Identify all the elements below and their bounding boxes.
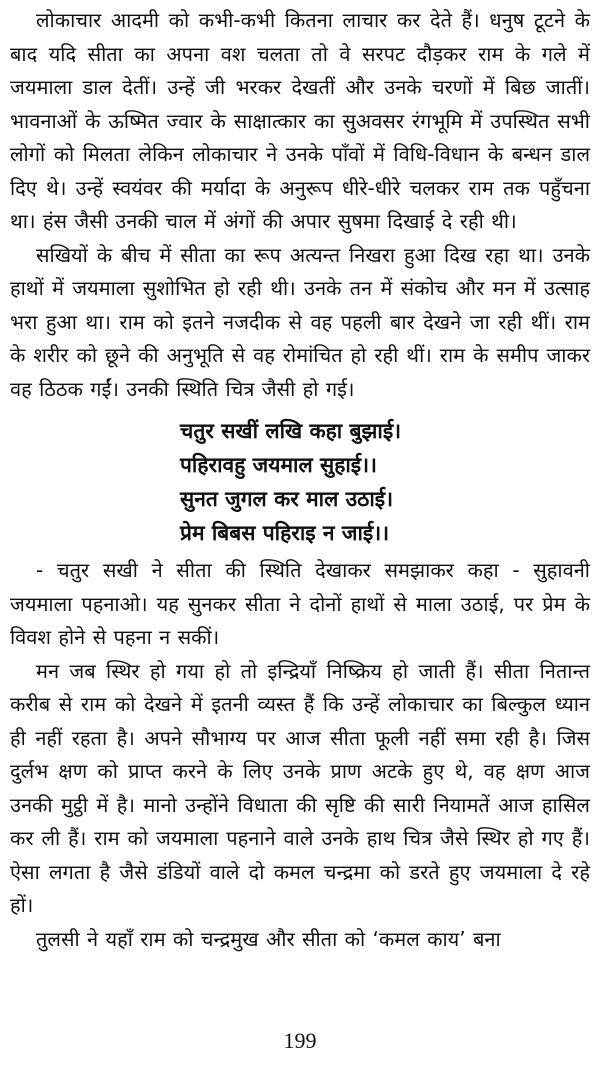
- paragraph-verse-meaning: - चतुर सखी ने सीता की स्थिति देखाकर समझाकर कहा - सुहावनी जयमाला पहनाओ। यह सुनकर सीता ने दोनों हाथों से माला उठाई, पर प्रेम के विवश होने से पहना न सकीं।: [10, 558, 590, 649]
- paragraph-sakhiyan: सखियों के बीच में सीता का रूप अत्यन्त निखरा हुआ दिख रहा था। उनके हाथों में जयमाला सुशोभित हो रही थी। उनके तन में संकोच और मन में उत्साह भरा हुआ था। राम को इतने नजदीक से वह पहली बार देखने जा रही थीं। राम के शरीर को छूने की अनुभूति से वह रोमांचित हो रही थीं। राम के समीप जाकर वह ठिठक गईं। उनकी स्थिति चित्र जैसी हो गई।: [10, 242, 590, 401]
- book-page: [10, 4, 590, 956]
- verse-line: चतुर सखीं लखि कहा बुझाई।: [180, 419, 402, 443]
- verse-chaupai: [10, 414, 590, 550]
- verse-line: पहिरावहु जयमाल सुहाई।।: [180, 453, 378, 477]
- verse-line: सुनत जुगल कर माल उठाई।: [180, 487, 394, 511]
- page-number: 199: [283, 1028, 317, 1053]
- paragraph-lokachar: लोकाचार आदमी को कभी-कभी कितना लाचार कर देते हैं। धनुष टूटने के बाद यदि सीता का अपना वश चलता तो वे सरपट दौड़कर राम के गले में जयमाला डाल देतीं। उन्हें जी भरकर देखतीं और उनके चरणों में बिछ जातीं। भावनाओं के ऊष्मित ज्वार के साक्षात्कार का सुअवसर रंगभूमि में उपस्थित सभी लोगों को मिलता लेकिन लोकाचार ने उनके पाँवों में विधि-विधान के बन्धन डाल दिए थे। उन्हें स्वयंवर की मर्यादा के अनुरूप धीरे-धीरे चलकर राम तक पहुँचना था। हंस जैसी उनकी चाल में अंगों की अपार सुषमा दिखाई दे रही थी।: [10, 8, 590, 233]
- paragraph-tulsi: तुलसी ने यहाँ राम को चन्द्रमुख और सीता को ‘कमल काय’ बना: [36, 926, 501, 951]
- verse-line: प्रेम बिबस पहिराइ न जाई।।: [180, 521, 390, 545]
- paragraph-man-sthir: मन जब स्थिर हो गया हो तो इन्द्रियाँ निष्क्रिय हो जाती हैं। सीता नितान्त करीब से राम को देखने में इतनी व्यस्त हैं कि उन्हें लोकाचार का बिल्कुल ध्यान ही नहीं रहता है। अपने सौभाग्य पर आज सीता फूली नहीं समा रही है। जिस दुर्लभ क्षण को प्राप्त करने के लिए उनके प्राण अटके हुए थे, वह क्षण आज उनकी मुट्ठी में है। मानो उन्होंने विधाता की सृष्टि की सारी नियामतें आज हासिल कर ली हैं। राम को जयमाला पहनाने वाले उनके हाथ चित्र जैसे स्थिर हो गए हैं। ऐसा लगता है जैसे डंडियों वाले दो कमल चन्द्रमा को डरते हुए जयमाला दे रहे हों।: [10, 658, 590, 917]
